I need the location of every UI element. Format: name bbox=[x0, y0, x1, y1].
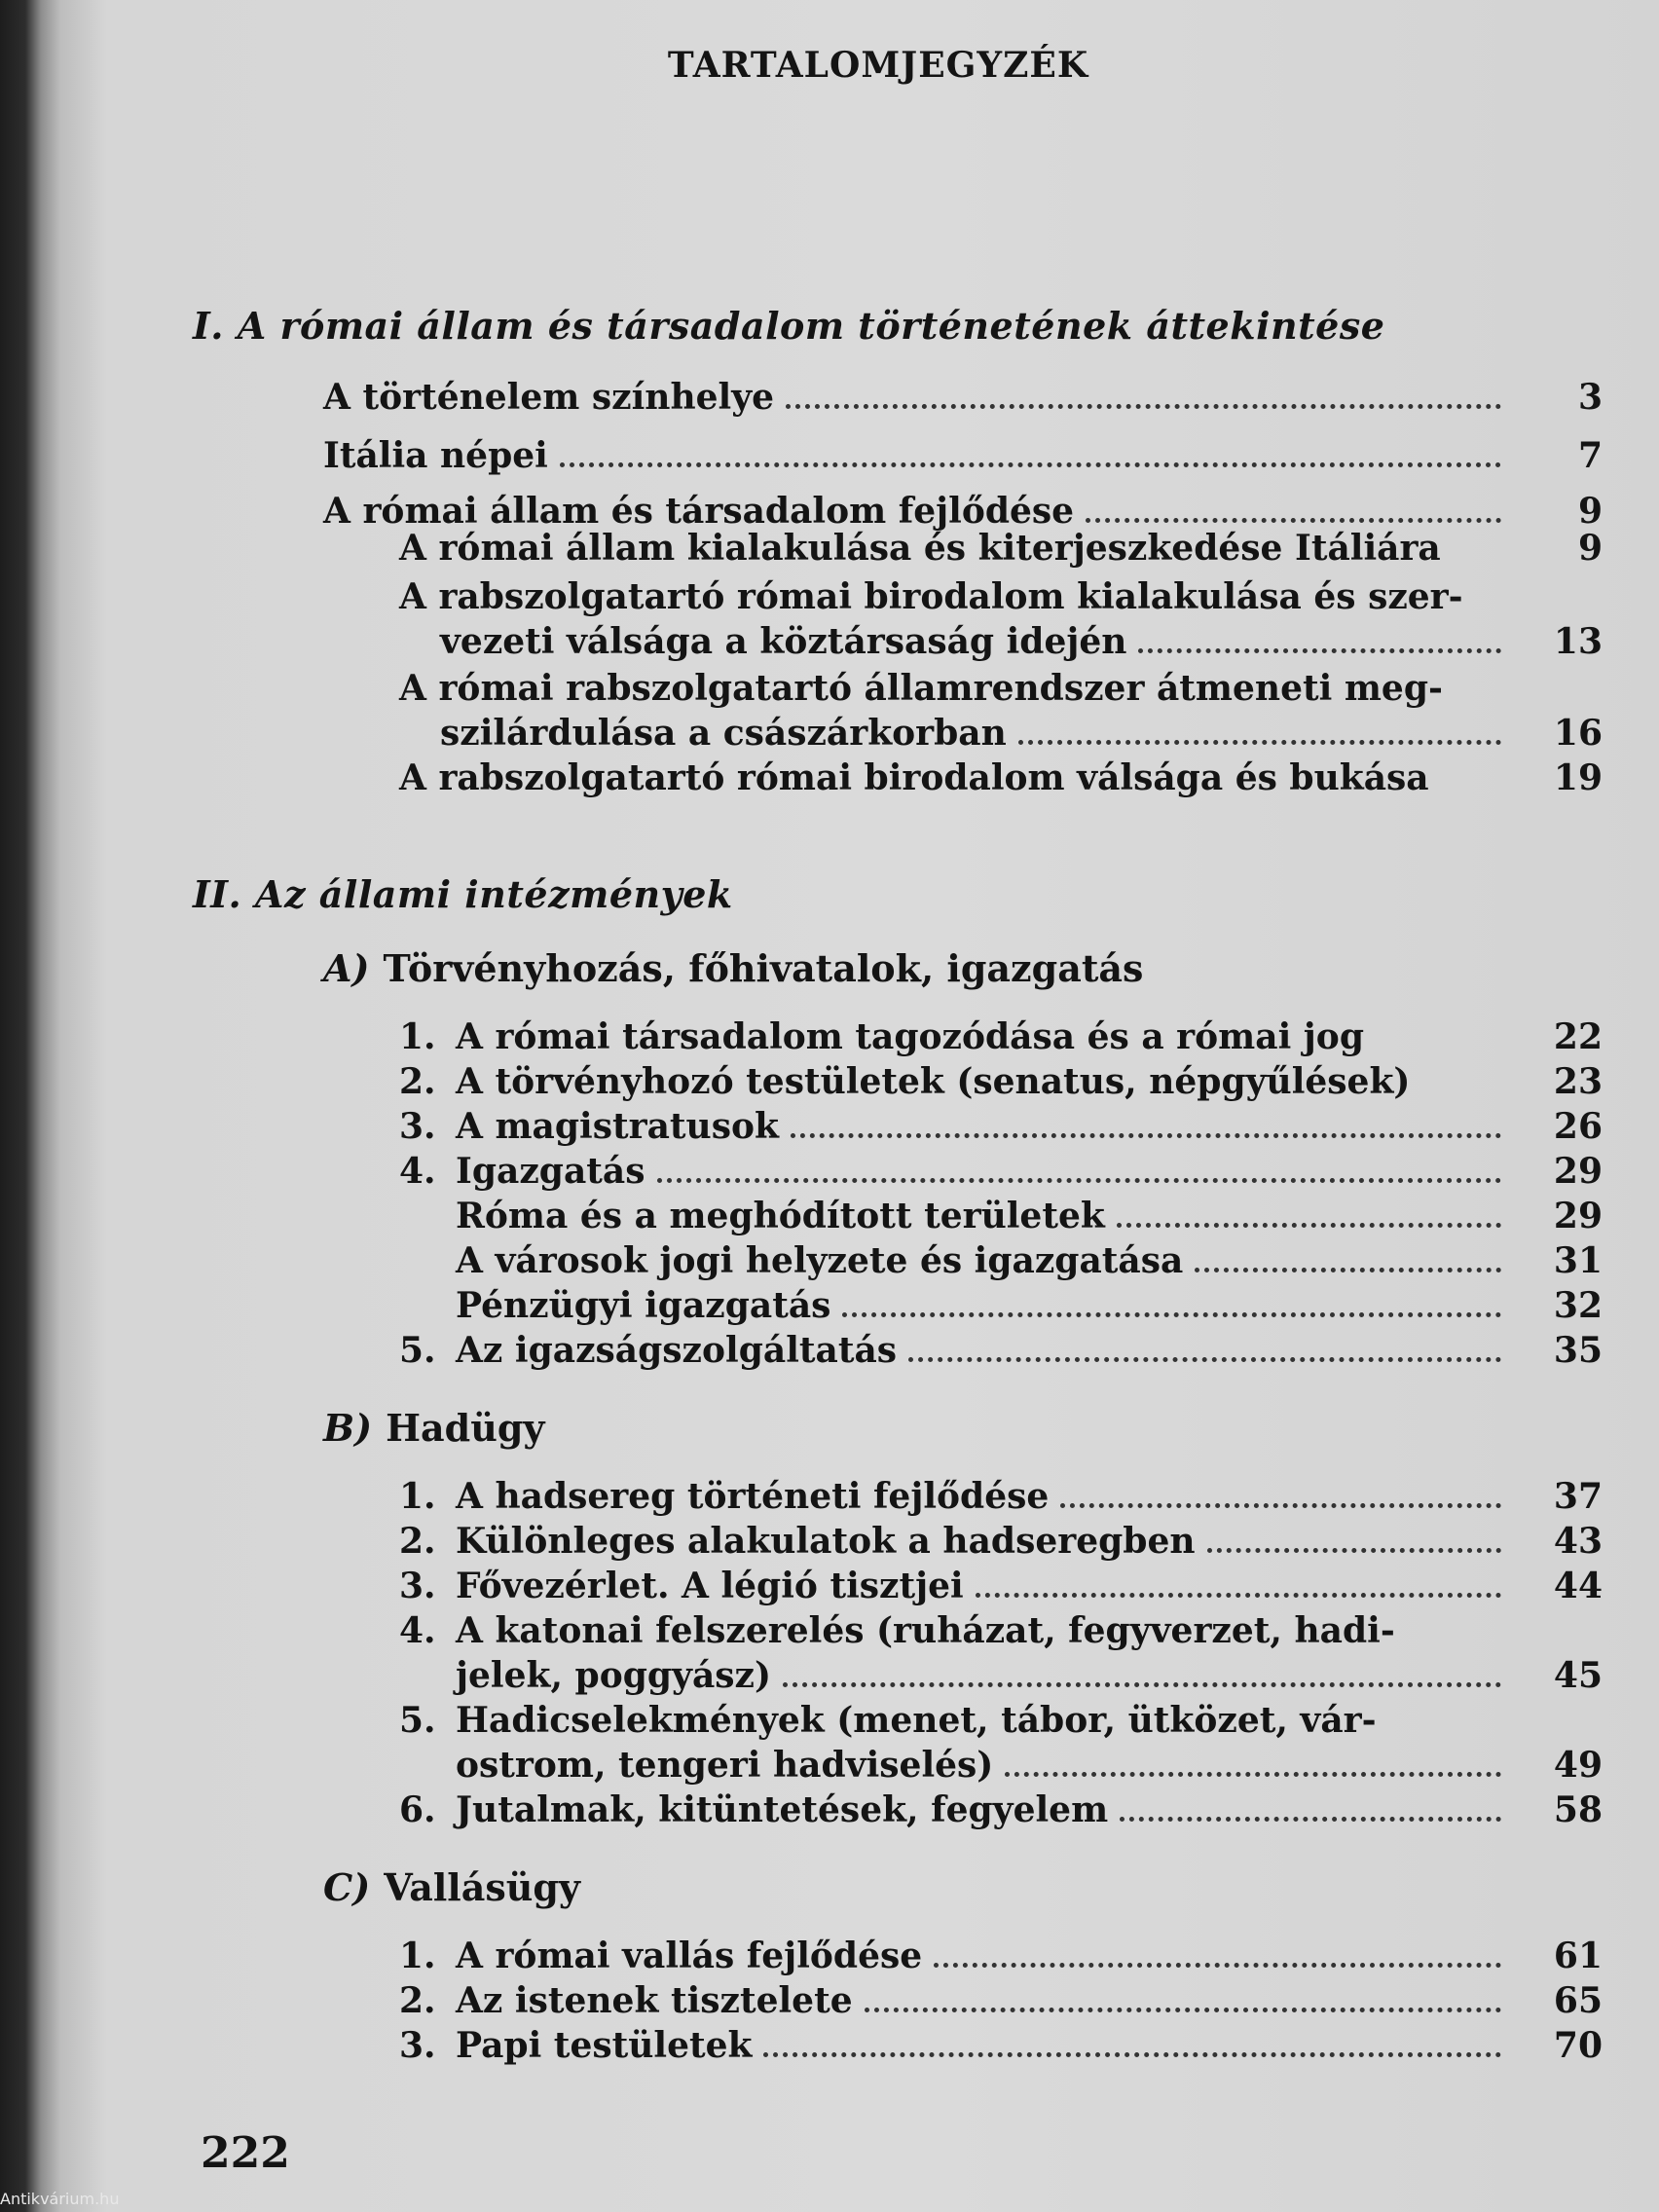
toc-entry-page: 26 bbox=[1553, 1106, 1603, 1147]
toc-entry-number: 4. bbox=[399, 1610, 436, 1651]
dot-leader bbox=[908, 1357, 1501, 1362]
toc-entry-title-line1: A katonai felszerelés (ruházat, fegyverzet, hadi- bbox=[456, 1610, 1395, 1651]
toc-entry-number: 3. bbox=[399, 1566, 436, 1606]
section-title: Törvényhozás, főhivatalok, igazgatás bbox=[383, 946, 1144, 990]
toc-entry-page: 45 bbox=[1553, 1655, 1603, 1696]
toc-entry-title: Különleges alakulatok a hadseregben bbox=[456, 1521, 1196, 1562]
section-b-heading bbox=[323, 1406, 544, 1450]
section-letter: A) bbox=[323, 946, 370, 990]
dot-leader bbox=[1138, 648, 1501, 653]
toc-entry bbox=[399, 1149, 1603, 1194]
toc-entry-number: 5. bbox=[399, 1700, 436, 1741]
toc-entry-number: 2. bbox=[399, 1521, 436, 1562]
section-letter: C) bbox=[323, 1865, 371, 1909]
toc-entry-page: 35 bbox=[1553, 1330, 1603, 1371]
toc-entry-page: 9 bbox=[1577, 491, 1603, 532]
toc-entry-page: 61 bbox=[1553, 1936, 1603, 1976]
toc-entry-page: 65 bbox=[1553, 1980, 1603, 2021]
toc-entry-page: 37 bbox=[1553, 1476, 1603, 1517]
toc-entry-page: 16 bbox=[1553, 713, 1603, 754]
section-title: Hadügy bbox=[386, 1406, 545, 1450]
toc-entry-title: A római állam és társadalom fejlődése bbox=[323, 491, 1075, 532]
toc-entry-page: 13 bbox=[1553, 621, 1603, 662]
toc-entry-number: 2. bbox=[399, 1980, 436, 2021]
dot-leader bbox=[783, 1682, 1501, 1687]
dot-leader bbox=[976, 1593, 1501, 1598]
section-letter: B) bbox=[323, 1406, 373, 1450]
dot-leader bbox=[1120, 1817, 1501, 1822]
toc-entry-number: 1. bbox=[399, 1476, 436, 1517]
toc-entry-title: ostrom, tengeri hadviselés) bbox=[456, 1745, 994, 1786]
section-title: Vallásügy bbox=[384, 1865, 581, 1909]
toc-entry-title: Az istenek tisztelete bbox=[456, 1980, 853, 2021]
toc-entry-title: Igazgatás bbox=[456, 1151, 645, 1192]
toc-entry bbox=[456, 1743, 1603, 1788]
dot-leader bbox=[1086, 518, 1501, 523]
toc-entry bbox=[399, 2023, 1603, 2068]
part-2-heading: II. Az állami intézmények bbox=[193, 872, 733, 916]
dot-leader bbox=[786, 404, 1501, 409]
toc-entry-title: Róma és a meghódított területek bbox=[456, 1196, 1105, 1236]
toc-entry-page: 7 bbox=[1577, 435, 1603, 476]
toc-entry bbox=[456, 1283, 1603, 1328]
toc-entry-title: A rabszolgatartó római birodalom válsága és bukása bbox=[399, 757, 1429, 798]
toc-entry bbox=[399, 1328, 1603, 1373]
toc-entry-page: 31 bbox=[1553, 1240, 1603, 1281]
toc-entry-title: Fővezérlet. A légió tisztjei bbox=[456, 1566, 964, 1606]
toc-entry bbox=[456, 1194, 1603, 1238]
section-c-heading bbox=[323, 1865, 580, 1909]
toc-entry-page: 9 bbox=[1577, 528, 1603, 569]
toc-entry bbox=[399, 526, 1603, 571]
toc-entry-title: Jutalmak, kitüntetések, fegyelem bbox=[456, 1789, 1109, 1830]
toc-entry-number: 2. bbox=[399, 1061, 436, 1102]
dot-leader bbox=[560, 462, 1501, 467]
toc-entry-title: szilárdulása a császárkorban bbox=[440, 713, 1007, 754]
watermark: Antikvárium.hu bbox=[0, 2190, 120, 2208]
toc-entry-page: 3 bbox=[1577, 377, 1603, 418]
toc-entry-title: vezeti válsága a köztársaság idején bbox=[440, 621, 1127, 662]
toc-entry-number: 4. bbox=[399, 1151, 436, 1192]
page-title: TARTALOMJEGYZÉK bbox=[667, 45, 1089, 86]
toc-entry-number: 1. bbox=[399, 1016, 436, 1057]
toc-entry-page: 22 bbox=[1553, 1016, 1603, 1057]
toc-entry-page: 19 bbox=[1553, 757, 1603, 798]
toc-entry bbox=[399, 1104, 1603, 1149]
section-a-heading bbox=[323, 946, 1143, 990]
part-1-heading: I. A római állam és társadalom történetének áttekintése bbox=[193, 304, 1385, 348]
toc-entry-title: A történelem színhelye bbox=[323, 377, 775, 418]
toc-entry-number: 6. bbox=[399, 1789, 436, 1830]
toc-entry bbox=[440, 711, 1603, 756]
toc-entry bbox=[399, 1978, 1603, 2023]
toc-entry-page: 29 bbox=[1553, 1151, 1603, 1192]
toc-entry bbox=[323, 433, 1603, 478]
toc-entry-title-line1: Hadicselekmények (menet, tábor, ütközet, vár- bbox=[456, 1700, 1377, 1741]
toc-entry-title: Itália népei bbox=[323, 435, 548, 476]
toc-entry-page: 29 bbox=[1553, 1196, 1603, 1236]
page-number: 222 bbox=[201, 2128, 290, 2178]
toc-entry-title: Pénzügyi igazgatás bbox=[456, 1285, 831, 1326]
toc-entry-title: A magistratusok bbox=[456, 1106, 779, 1147]
toc-entry bbox=[399, 1934, 1603, 1978]
dot-leader bbox=[763, 2052, 1501, 2057]
toc-entry bbox=[399, 1014, 1603, 1059]
toc-entry-title: A római állam kialakulása és kiterjeszkedése Itáliára bbox=[399, 528, 1441, 569]
dot-leader bbox=[1195, 1268, 1501, 1272]
toc-entry-line1 bbox=[399, 1608, 1395, 1653]
dot-leader bbox=[1117, 1223, 1501, 1228]
toc-entry bbox=[440, 619, 1603, 664]
toc-entry bbox=[399, 1519, 1603, 1564]
toc-entry-title: A törvényhozó testületek (senatus, népgyűlések) bbox=[456, 1061, 1411, 1102]
toc-entry-page: 58 bbox=[1553, 1789, 1603, 1830]
toc-entry-page: 49 bbox=[1553, 1745, 1603, 1786]
toc-entry-page: 32 bbox=[1553, 1285, 1603, 1326]
toc-entry-title: Az igazságszolgáltatás bbox=[456, 1330, 898, 1371]
toc-entry-number: 3. bbox=[399, 1106, 436, 1147]
dot-leader bbox=[1005, 1772, 1501, 1777]
dot-leader bbox=[934, 1963, 1501, 1968]
toc-entry bbox=[399, 756, 1603, 800]
toc-entry bbox=[399, 1474, 1603, 1519]
toc-entry-line1: A római rabszolgatartó államrendszer átmeneti meg- bbox=[399, 668, 1443, 709]
toc-entry bbox=[399, 1564, 1603, 1608]
toc-entry-title: Papi testületek bbox=[456, 2025, 753, 2066]
toc-entry bbox=[323, 375, 1603, 420]
toc-entry bbox=[456, 1238, 1603, 1283]
toc-entry-number: 3. bbox=[399, 2025, 436, 2066]
dot-leader bbox=[791, 1133, 1501, 1138]
toc-entry-number: 1. bbox=[399, 1936, 436, 1976]
toc-entry-line1: A rabszolgatartó római birodalom kialakulása és szer- bbox=[399, 576, 1463, 617]
toc-entry-title: A hadsereg történeti fejlődése bbox=[456, 1476, 1050, 1517]
dot-leader bbox=[865, 2008, 1501, 2012]
toc-entry bbox=[399, 1788, 1603, 1832]
dot-leader bbox=[1018, 740, 1501, 745]
toc-entry-page: 23 bbox=[1553, 1061, 1603, 1102]
toc-entry-title: jelek, poggyász) bbox=[456, 1655, 772, 1696]
dot-leader bbox=[1060, 1503, 1501, 1508]
toc-entry-title: A római társadalom tagozódása és a római jog bbox=[456, 1016, 1364, 1057]
toc-entry bbox=[399, 1059, 1603, 1104]
toc-entry-title: A városok jogi helyzete és igazgatása bbox=[456, 1240, 1184, 1281]
dot-leader bbox=[842, 1312, 1501, 1317]
toc-entry-page: 70 bbox=[1553, 2025, 1603, 2066]
toc-entry-title: A római vallás fejlődése bbox=[456, 1936, 923, 1976]
toc-entry-page: 44 bbox=[1553, 1566, 1603, 1606]
dot-leader bbox=[657, 1178, 1501, 1183]
toc-entry-number: 5. bbox=[399, 1330, 436, 1371]
toc-entry-page: 43 bbox=[1553, 1521, 1603, 1562]
toc-entry-line1 bbox=[399, 1698, 1377, 1743]
toc-entry bbox=[456, 1653, 1603, 1698]
dot-leader bbox=[1207, 1548, 1501, 1553]
